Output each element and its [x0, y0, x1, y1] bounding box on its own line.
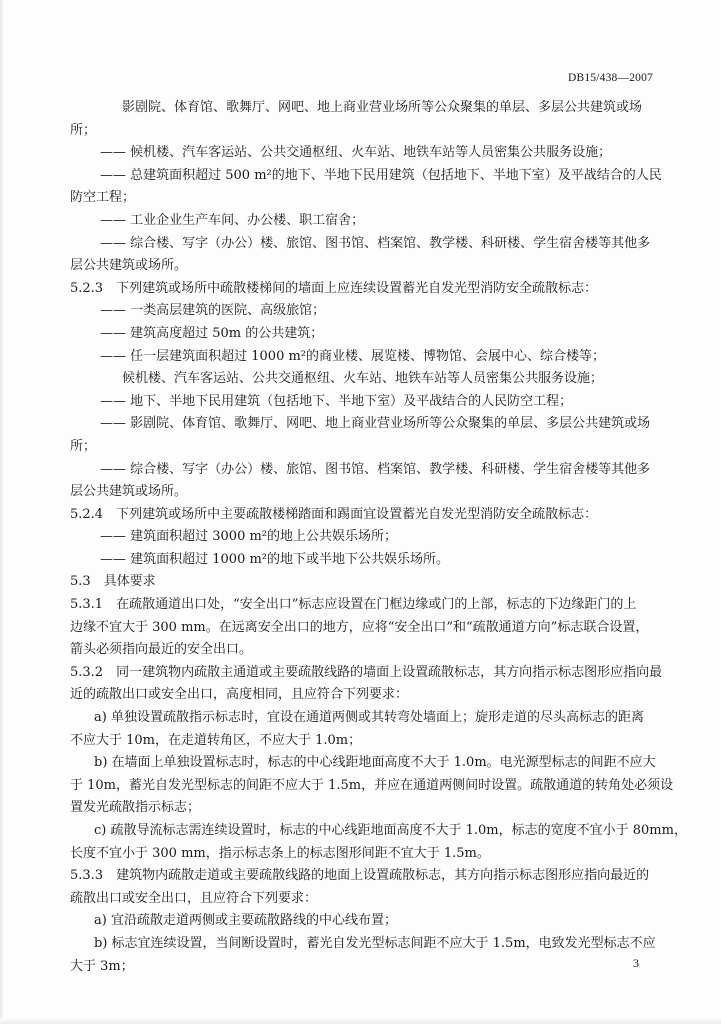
text-line: —— 一类高层建筑的医院、高级旅馆； — [100, 303, 326, 319]
text-line: 5.3.1 在疏散通道出口处，“安全出口”标志应设置在门框边缘或门的上部，标志的下边缘距门的上 — [70, 597, 637, 613]
text-line: 疏散出口或安全出口，且应符合下列要求： — [70, 890, 318, 906]
text-line: —— 影剧院、体育馆、歌舞厅、网吧、地上商业营业场所等公众聚集的单层、多层公共建筑或场 — [100, 416, 651, 432]
text-line: 5.2.3 下列建筑或场所中疏散楼梯间的墙面上应连续设置蓄光自发光型消防安全疏散标志： — [70, 280, 598, 296]
text-line: 长度不宜小于 300 mm，指示标志条上的标志图形间距不宜大于 1.5m。 — [70, 845, 490, 861]
text-line: —— 建筑面积超过 3000 m²的地上公共娱乐场所； — [100, 529, 398, 545]
text-line: —— 建筑面积超过 1000 m²的地下或半地下公共娱乐场所。 — [100, 551, 450, 567]
text-line: —— 候机楼、汽车客运站、公共交通枢纽、火车站、地铁车站等人员密集公共服务设施； — [100, 145, 612, 161]
text-line: —— 地下、半地下民用建筑（包括地下、半地下室）及平战结合的人民防空工程； — [100, 393, 573, 409]
document-code: DB15/438—2007 — [567, 72, 653, 84]
text-line: —— 综合楼、写字（办公）楼、旅馆、图书馆、档案馆、教学楼、科研楼、学生宿舍楼等其他多 — [100, 235, 651, 251]
text-line: 候机楼、汽车客运站、公共交通枢纽、火车站、地铁车站等人员密集公共服务设施； — [122, 371, 604, 387]
scan-edge-shadow — [0, 0, 4, 1024]
page-number: 3 — [633, 956, 639, 970]
text-line: 层公共建筑或场所。 — [70, 484, 188, 500]
text-line: 箭头必须指向最近的安全出口。 — [70, 642, 253, 658]
text-line: —— 综合楼、写字（办公）楼、旅馆、图书馆、档案馆、教学楼、科研楼、学生宿舍楼等其他多 — [100, 461, 651, 477]
text-line: 所； — [70, 438, 97, 454]
text-line: 近的疏散出口或安全出口，高度相同，且应符合下列要求： — [70, 687, 409, 703]
text-line: a) 单独设置疏散指示标志时，宜设在通道两侧或其转弯处墙面上；旋形走道的尽头高标志的距离 — [94, 710, 644, 726]
text-line: 层公共建筑或场所。 — [70, 258, 188, 274]
text-line: 边缘不宜大于 300 mm。在远离安全出口的地方，应将“安全出口”和“疏散通道方向”标志联合设置， — [70, 619, 649, 635]
text-line: 大于 3m； — [70, 958, 134, 974]
text-line: —— 总建筑面积超过 500 m²的地下、半地下民用建筑（包括地下、半地下室）及平战结合的人民 — [100, 167, 662, 183]
text-line: —— 工业企业生产车间、办公楼、职工宿舍； — [100, 212, 365, 228]
text-line: 于 10m，蓄光自发光型标志的间距不应大于 1.5m，并应在通道两侧间时设置。疏散通道的转角处必须设 — [70, 777, 674, 793]
text-line: 所； — [70, 122, 97, 138]
document-body — [70, 97, 687, 978]
text-line: 5.3.2 同一建筑物内疏散主通道或主要疏散线路的墙面上设置疏散标志，其方向指示标志图形应指向最 — [70, 664, 663, 680]
text-line: b) 在墙面上单独设置标志时，标志的中心线距地面高度不大于 1.0m。电光源型标志的间距不应大 — [94, 755, 656, 771]
text-line: 5.3.3 建筑物内疏散走道或主要疏散线路的地面上设置疏散标志，其方向指示标志图形应指向最近的 — [70, 868, 650, 884]
scan-bottom-shadow — [0, 1018, 721, 1024]
text-line: —— 建筑高度超过 50m 的公共建筑； — [100, 325, 324, 341]
text-line: 5.2.4 下列建筑或场所中主要疏散楼梯踏面和踢面宜设置蓄光自发光型消防安全疏散标志： — [70, 506, 598, 522]
text-line: 影剧院、体育馆、歌舞厅、网吧、地上商业营业场所等公众聚集的单层、多层公共建筑或场 — [122, 100, 643, 115]
text-line: 5.3 具体要求 — [70, 574, 156, 590]
text-line: c) 疏散导流标志需连续设置时，标志的中心线距地面高度不大于 1.0m，标志的宽度不宜小于 80mm， — [94, 823, 687, 838]
text-line: a) 宜沿疏散走道两侧或主要疏散路线的中心线布置； — [94, 913, 397, 929]
text-line: 不应大于 10m，在走道转角区，不应大于 1.0m； — [70, 732, 362, 748]
text-line: —— 任一层建筑面积超过 1000 m²的商业楼、展览楼、博物馆、会展中心、综合楼等； — [100, 348, 606, 364]
text-line: b) 标志宜连续设置，当间断设置时，蓄光自发光型标志间距不应大于 1.5m，电致发光型标志不应 — [94, 935, 656, 951]
text-line: 防空工程； — [70, 190, 136, 206]
text-line: 置发光疏散指示标志； — [70, 800, 201, 816]
